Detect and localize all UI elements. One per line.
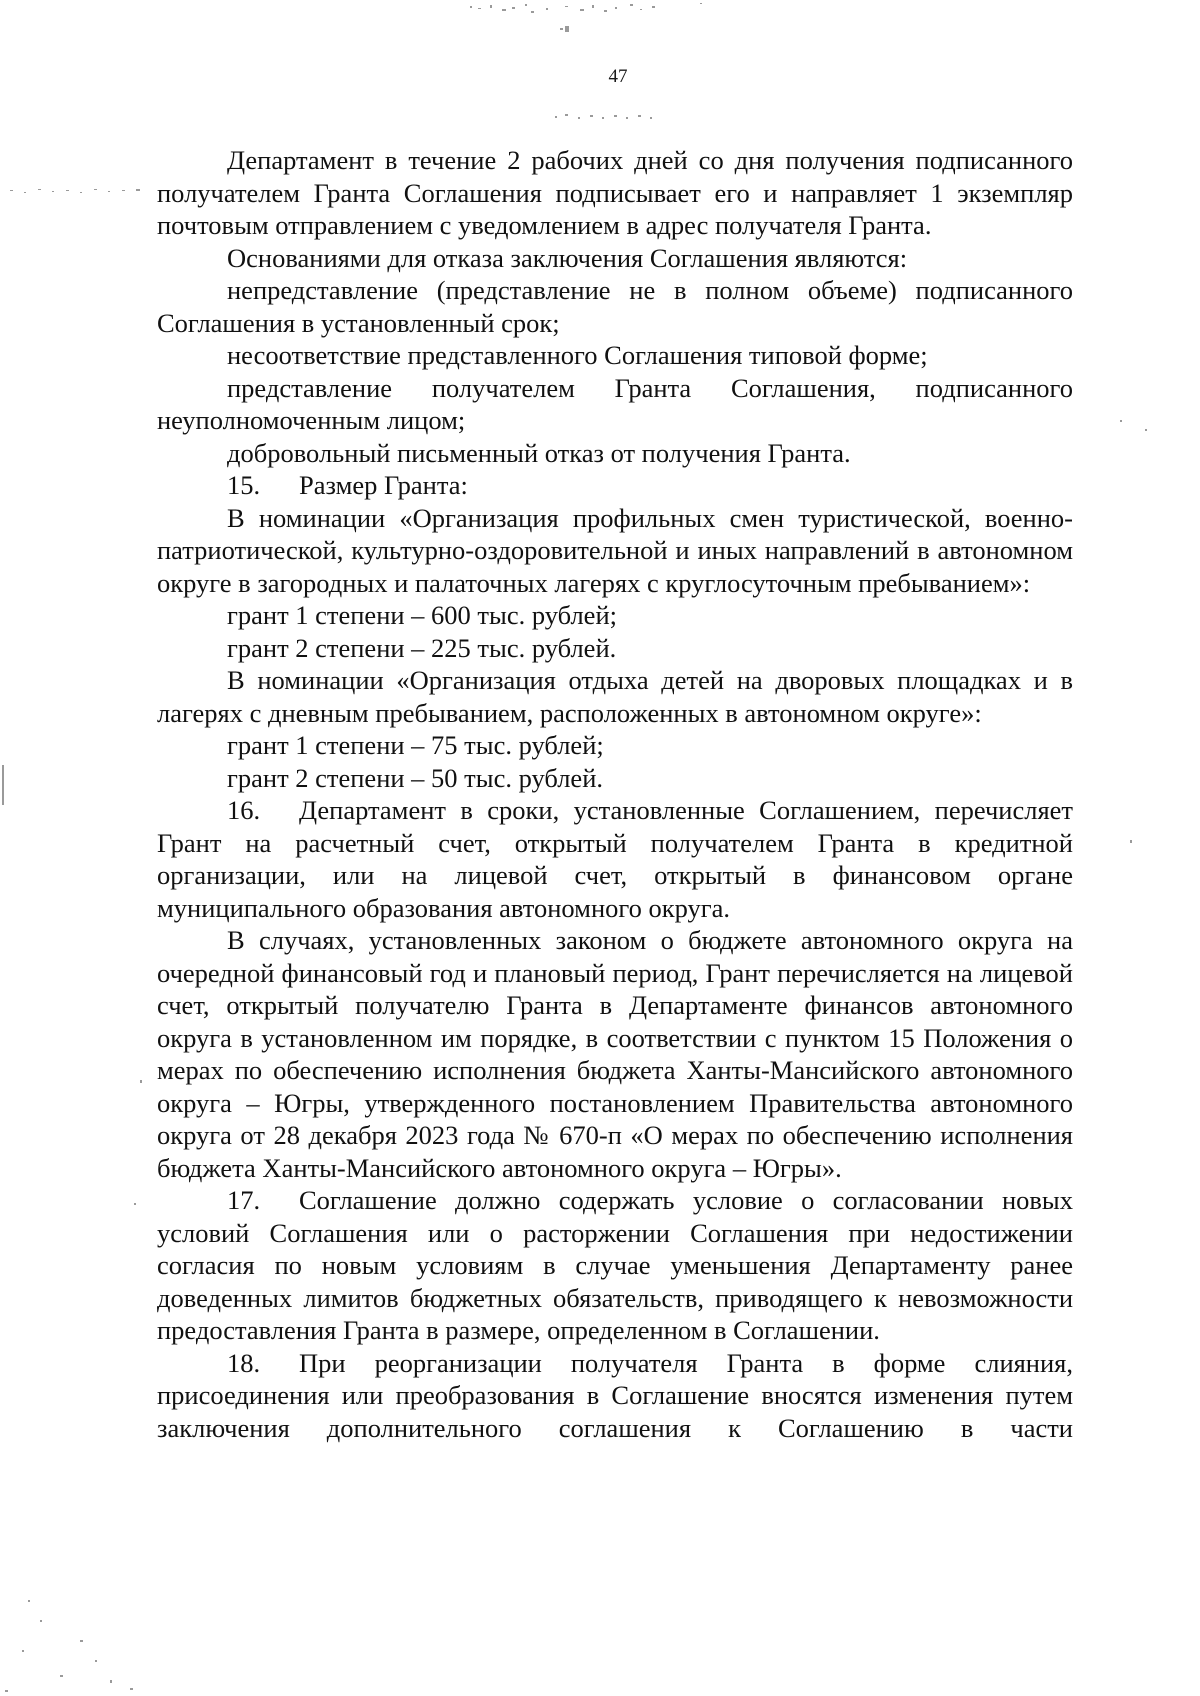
- paragraph-text: Соглашение должно содержать условие о согласовании новых условий Соглашения или о расторжении Соглашения при недостижении согласия по новым условиям в случае уменьшения Департаменту ранее доведенных лимитов бюджетных обязательств, приводящего к невозможности предоставления Гранта в размере, определенном в Соглашении.: [157, 1185, 1073, 1345]
- paragraph: В случаях, установленных законом о бюджете автономного округа на очередной финансовый год и плановый период, Грант перечисляется на лицевой счет, открытый получателю Гранта в Департаменте финансов автономного округа в установленном им порядке, в соответствии с пунктом 15 Положения о мерах по обеспечению исполнения бюджета Ханты-Мансийского автономного округа – Югры, утвержденного постановлением Правительства автономного округа от 28 декабря 2023 года № 670-п «О мерах по обеспечению исполнения бюджета Ханты-Мансийского автономного округа – Югры».: [157, 925, 1073, 1183]
- paragraph-text: При реорганизации получателя Гранта в форме слияния, присоединения или преобразования в Соглашение вносятся изменения путем заключения дополнительного соглашения к Соглашению в части: [157, 1347, 1073, 1443]
- paragraph: представление получателем Гранта Соглашения, подписанного неуполномоченным лицом;: [157, 372, 1073, 435]
- clause-number: 16.: [227, 795, 261, 825]
- paragraph-text: Департамент в сроки, установленные Соглашением, перечисляет Грант на расчетный счет, открытый получателем Гранта в кредитной организации, или на лицевой счет, открытый в финансовом органе муниципального образования автономного округа.: [157, 795, 1073, 923]
- document-body: [157, 144, 1073, 1444]
- clause-number: 15.: [227, 470, 261, 500]
- paragraph: непредставление (представление не в полном объеме) подписанного Соглашения в установленный срок;: [157, 275, 1073, 338]
- paragraph: грант 1 степени – 75 тыс. рублей;: [227, 730, 604, 760]
- numbered-paragraph: [157, 469, 1073, 502]
- paragraph: грант 2 степени – 225 тыс. рублей.: [227, 632, 617, 663]
- numbered-paragraph: [157, 794, 1073, 924]
- numbered-paragraph: [157, 1184, 1073, 1347]
- numbered-paragraph: [157, 1347, 1073, 1445]
- paragraph: Основаниями для отказа заключения Соглашения являются:: [227, 242, 908, 273]
- paragraph: В номинации «Организация отдыха детей на дворовых площадках и в лагерях с дневным пребыванием, расположенных в автономном округе»:: [157, 665, 1073, 728]
- paragraph: добровольный письменный отказ от получения Гранта.: [227, 437, 851, 468]
- clause-number: 17.: [227, 1185, 261, 1215]
- paragraph: Департамент в течение 2 рабочих дней со дня получения подписанного получателем Гранта Соглашения подписывает его и направляет 1 экземпляр почтовым отправлением с уведомлением в адрес получателя Гранта.: [157, 145, 1073, 240]
- paragraph-text: Размер Гранта:: [299, 470, 468, 500]
- paragraph: грант 1 степени – 600 тыс. рублей;: [227, 600, 617, 630]
- clause-number: 18.: [227, 1347, 261, 1378]
- paragraph: грант 2 степени – 50 тыс. рублей.: [227, 762, 603, 793]
- paragraph: В номинации «Организация профильных смен туристической, военно-патриотической, культурно-оздоровительной и иных направлений в автономном округе в загородных и палаточных лагерях с круглосуточным пребыванием»:: [157, 502, 1073, 598]
- paragraph: несоответствие представленного Соглашения типовой форме;: [227, 340, 928, 370]
- page-number: 47: [608, 66, 628, 87]
